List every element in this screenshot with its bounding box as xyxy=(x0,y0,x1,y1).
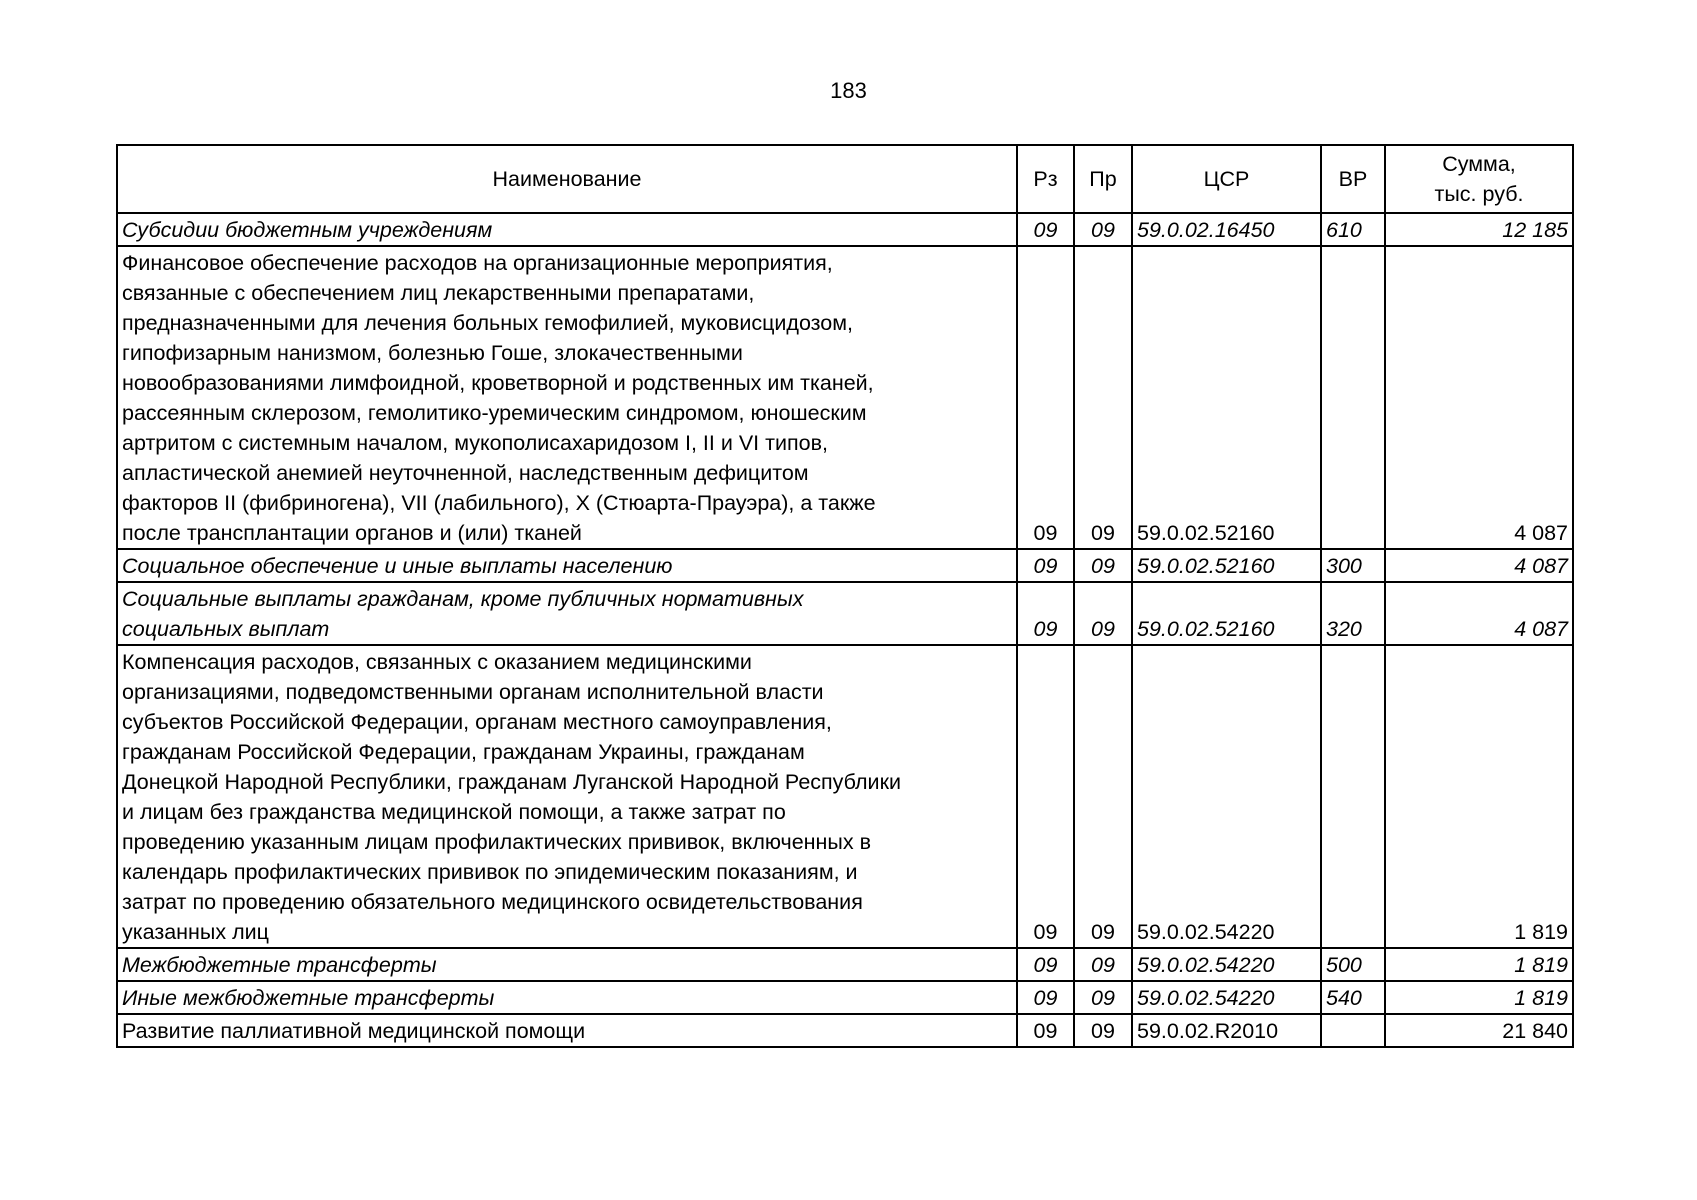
row-vr xyxy=(1321,645,1385,948)
row-name: Социальные выплаты гражданам, кроме публичных нормативных социальных выплат xyxy=(117,582,1017,645)
row-pr: 09 xyxy=(1074,645,1132,948)
row-csr: 59.0.02.52160 xyxy=(1132,246,1321,549)
header-vr: ВР xyxy=(1321,145,1385,213)
row-csr: 59.0.02.54220 xyxy=(1132,948,1321,981)
row-csr: 59.0.02.R2010 xyxy=(1132,1014,1321,1047)
table-row xyxy=(117,549,1573,582)
row-vr: 300 xyxy=(1321,549,1385,582)
table-row xyxy=(117,645,1573,948)
header-pr: Пр xyxy=(1074,145,1132,213)
header-sum xyxy=(1385,145,1573,213)
row-vr xyxy=(1321,1014,1385,1047)
row-name: Компенсация расходов, связанных с оказанием медицинскими организациями, подведомственными органам исполнительной власти субъектов Российской Федерации, органам местного самоуправления, гражданам Российской Федерации, гражданам Украины, гражданам Донецкой Народной Республики, гражданам Луганской Народной Республики и лицам без гражданства медицинской помощи, а также затрат по проведению указанным лицам профилактических прививок, включенных в календарь профилактических прививок по эпидемическим показаниям, и затрат по проведению обязательного медицинского освидетельствования указанных лиц xyxy=(117,645,1017,948)
row-sum: 4 087 xyxy=(1385,582,1573,645)
row-rz: 09 xyxy=(1017,948,1074,981)
header-sum-line1: Сумма, xyxy=(1442,152,1516,176)
row-vr xyxy=(1321,246,1385,549)
row-rz: 09 xyxy=(1017,582,1074,645)
row-sum: 1 819 xyxy=(1385,948,1573,981)
table-header xyxy=(117,145,1573,213)
row-csr: 59.0.02.54220 xyxy=(1132,645,1321,948)
table-body xyxy=(117,213,1573,1047)
header-name: Наименование xyxy=(117,145,1017,213)
row-rz: 09 xyxy=(1017,246,1074,549)
row-pr: 09 xyxy=(1074,981,1132,1014)
table-row xyxy=(117,213,1573,246)
table-row xyxy=(117,246,1573,549)
row-sum: 4 087 xyxy=(1385,246,1573,549)
table-row xyxy=(117,981,1573,1014)
row-rz: 09 xyxy=(1017,213,1074,246)
table-row xyxy=(117,1014,1573,1047)
row-vr: 500 xyxy=(1321,948,1385,981)
header-csr: ЦСР xyxy=(1132,145,1321,213)
row-rz: 09 xyxy=(1017,981,1074,1014)
row-sum: 1 819 xyxy=(1385,645,1573,948)
row-name: Межбюджетные трансферты xyxy=(117,948,1017,981)
table-row xyxy=(117,948,1573,981)
row-csr: 59.0.02.52160 xyxy=(1132,582,1321,645)
row-name: Финансовое обеспечение расходов на организационные мероприятия, связанные с обеспечением лиц лекарственными препаратами, предназначенными для лечения больных гемофилией, муковисцидозом, гипофизарным нанизмом, болезнью Гоше, злокачественными новообразованиями лимфоидной, кроветворной и родственных им тканей, рассеянным склерозом, гемолитико-уремическим синдромом, юношеским артритом с системным началом, мукополисахаридозом I, II и VI типов, апластической анемией неуточненной, наследственным дефицитом факторов II (фибриногена), VII (лабильного), X (Стюарта-Прауэра), а также после трансплантации органов и (или) тканей xyxy=(117,246,1017,549)
header-rz: Рз xyxy=(1017,145,1074,213)
row-name: Социальное обеспечение и иные выплаты населению xyxy=(117,549,1017,582)
row-pr: 09 xyxy=(1074,582,1132,645)
row-pr: 09 xyxy=(1074,549,1132,582)
row-name: Иные межбюджетные трансферты xyxy=(117,981,1017,1014)
header-row xyxy=(117,145,1573,213)
table-row xyxy=(117,582,1573,645)
row-pr: 09 xyxy=(1074,246,1132,549)
header-sum-line2: тыс. руб. xyxy=(1434,182,1524,206)
row-pr: 09 xyxy=(1074,948,1132,981)
row-csr: 59.0.02.16450 xyxy=(1132,213,1321,246)
row-sum: 4 087 xyxy=(1385,549,1573,582)
row-csr: 59.0.02.52160 xyxy=(1132,549,1321,582)
budget-table xyxy=(116,144,1574,1048)
row-pr: 09 xyxy=(1074,1014,1132,1047)
row-rz: 09 xyxy=(1017,1014,1074,1047)
row-csr: 59.0.02.54220 xyxy=(1132,981,1321,1014)
row-rz: 09 xyxy=(1017,645,1074,948)
row-pr: 09 xyxy=(1074,213,1132,246)
row-vr: 610 xyxy=(1321,213,1385,246)
row-sum: 1 819 xyxy=(1385,981,1573,1014)
row-rz: 09 xyxy=(1017,549,1074,582)
row-sum: 12 185 xyxy=(1385,213,1573,246)
row-vr: 320 xyxy=(1321,582,1385,645)
page-number: 183 xyxy=(830,78,867,103)
row-vr: 540 xyxy=(1321,981,1385,1014)
row-sum: 21 840 xyxy=(1385,1014,1573,1047)
row-name: Развитие паллиативной медицинской помощи xyxy=(117,1014,1017,1047)
row-name: Субсидии бюджетным учреждениям xyxy=(117,213,1017,246)
